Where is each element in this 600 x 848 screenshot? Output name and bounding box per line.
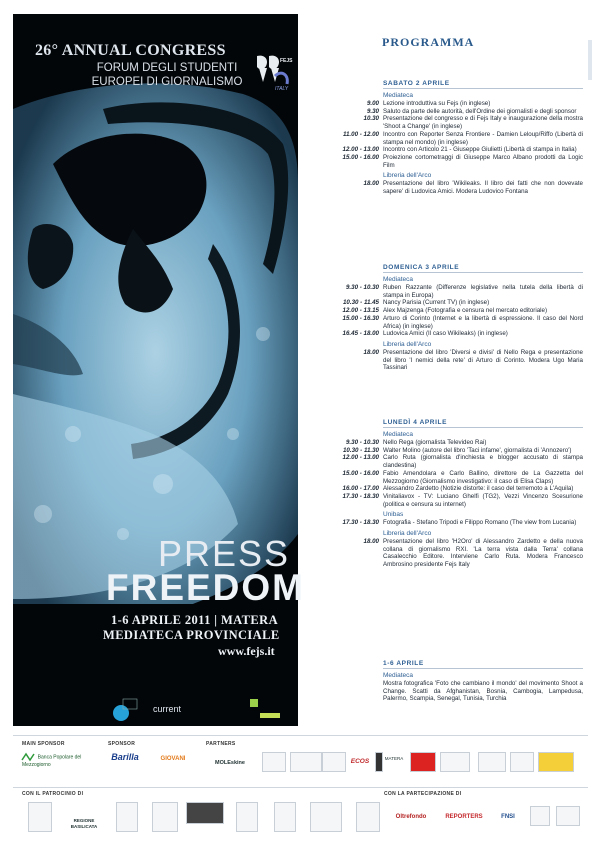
partner-logo [538, 752, 574, 772]
event-time: 12.00 - 13.00 [342, 454, 379, 462]
participant-logo [530, 806, 550, 826]
event-desc: Fabio Amendolara e Carlo Ballino, direttore de La Gazzetta del Mezzogiorno (Giornalismo investigativo: il caso di Elisa Claps) [383, 469, 583, 485]
event-desc: Saluto da parte delle autorità, dell'Ordine dei giornalisti e degli sponsor [383, 107, 577, 115]
main-sponsor-label: MAIN SPONSOR [22, 741, 65, 747]
partner-logo [262, 752, 286, 772]
hero-website[interactable]: www.fejs.it [218, 644, 275, 658]
venue-label: Mediateca [383, 276, 413, 283]
event-time: 15.00 - 16.00 [342, 469, 379, 477]
partner-matera [382, 756, 406, 762]
venue-label: Mediateca [383, 672, 413, 679]
patron-logo [236, 802, 258, 832]
event [342, 307, 583, 315]
event-time: 16.00 - 17.00 [342, 485, 379, 493]
participant-reporters-name: REPORTERS [445, 814, 483, 820]
main-sponsor-name: Banca Popolare del Mezzogiorno [22, 754, 82, 768]
event [342, 146, 583, 154]
congress-title: 26° ANNUAL CONGRESS [35, 42, 226, 59]
day-sunday [342, 264, 583, 372]
forum-line-2: EUROPEI DI GIORNALISMO [91, 76, 243, 88]
event-desc: Nello Rega (giornalista Televideo Rai) [383, 439, 487, 446]
day-saturday [342, 80, 583, 196]
event-desc: Proiezione cortometraggi di Giuseppe Marco Albano prodotti da Logic Film [383, 153, 583, 169]
event-time: 17.30 - 18.30 [342, 492, 379, 500]
fejs-logo-sub: ITALY [275, 86, 289, 92]
partners-label: PARTNERS [206, 741, 236, 747]
day-monday [342, 419, 583, 569]
partner-logo [510, 752, 534, 772]
program-title: PROGRAMMA [382, 35, 475, 49]
event [342, 446, 583, 455]
main-sponsor-logo [22, 752, 98, 768]
patron-regione-name: REGIONE BASILICATA [70, 818, 98, 829]
event-desc: Ruben Razzante (Differenze legislative nella tutela della libertà di stampa in Europa) [383, 284, 583, 299]
hero-venue: MEDIATECA PROVINCIALE [103, 628, 280, 642]
event [363, 115, 583, 131]
venue-label: Libreria dell'Arco [383, 530, 432, 538]
event-time: 9.30 - 10.30 [345, 439, 379, 446]
event [345, 284, 583, 299]
event-time: 17.30 - 18.30 [342, 519, 379, 527]
sponsor-barilla [105, 752, 145, 762]
partner-moleskine [206, 760, 254, 766]
event-time: 18.00 [363, 348, 379, 356]
event-desc: Arturo di Corinto (Internet e la libertà di espressione. Il caso del Nord Africa) (in inglese) [383, 314, 583, 330]
event-desc: Ludovica Amici (Il caso Wikileaks) (in inglese) [383, 330, 508, 338]
event-time: 18.00 [363, 180, 379, 188]
fondazione-logo [250, 699, 282, 721]
event-desc: Carlo Ruta (giornalista d'inchiesta e blogger accusato di stampa clandestina) [383, 454, 583, 470]
event [366, 107, 583, 116]
partner-matera-name: MATERA [384, 756, 404, 761]
partner-moleskine-name: MOLEskine [215, 760, 245, 766]
event-time: 15.00 - 16.30 [342, 314, 379, 322]
participant-fnsi-name: FNSI [501, 814, 515, 820]
patron-logo [356, 802, 380, 832]
patron-logo [28, 802, 52, 832]
event-time: 18.00 [363, 538, 379, 546]
event [342, 485, 583, 493]
event [342, 153, 583, 169]
partner-logo [440, 752, 470, 772]
event-desc: Lezione introduttiva su Fejs (in inglese) [383, 100, 491, 107]
fejs-logo [253, 52, 291, 92]
day-title: 1-6 APRILE [383, 660, 583, 669]
event-time: 9.30 - 10.30 [345, 284, 379, 291]
partner-logo [290, 752, 322, 772]
hero-panel [13, 14, 305, 726]
event-time: 16.45 - 18.00 [342, 330, 379, 338]
event-desc: Incontro con Articolo 21 - Giuseppe Giulietti (Libertà di stampa in Italia) [383, 146, 577, 154]
event-desc: Vinitaliavox - TV: Luciano Ghelfi (TG2), Vezzi Vincenzo Scesurione (politica e censura su internet) [383, 492, 583, 508]
event-desc: Alex Majzenga (Fotografia e censura nel mercato editoriale) [383, 307, 548, 315]
event-desc: Presentazione del libro 'Diversi e divisi' di Nello Rega e presentazione del libro 'I nemici della rete' di Arturo di Corinto. Modera Ugo Maria Tassinari [383, 348, 583, 372]
event [342, 130, 583, 146]
sponsor-giovani [148, 756, 198, 762]
patron-logo [186, 802, 224, 824]
partner-logo [322, 752, 346, 772]
event [342, 314, 583, 330]
event [363, 348, 583, 372]
day-title: DOMENICA 3 APRILE [383, 264, 583, 273]
partner-logo [478, 752, 506, 772]
event [345, 439, 583, 447]
venue-label: Mediateca [383, 92, 413, 99]
bpm-icon [22, 752, 36, 762]
event [342, 469, 583, 485]
day-title: SABATO 2 APRILE [383, 80, 583, 89]
day-title: LUNEDÌ 4 APRILE [383, 419, 583, 428]
event-desc: Mostra fotografica 'Foto che cambiano il mondo' del movimento Shoot a Change. Scatti da Afghanistan, Bosnia, Cambogia, Lampedusa, Palermo, Scampia, Senegal, Tunisia, Turchia [383, 680, 583, 703]
hero-freedom: FREEDOM [106, 567, 305, 608]
current-logo-text: current [153, 704, 182, 714]
event-desc: Presentazione del congresso e di Fejs Italy e inaugurazione della mostra 'Shoot a Change' (in inglese) [383, 115, 583, 131]
venue-label: Libreria dell'Arco [383, 172, 432, 180]
event-desc: Alessandro Zardetto (Notizie distorte: il caso del terremoto a L'Aquila) [383, 485, 574, 493]
participant-oltrefondo-name: Oltrefondo [395, 814, 427, 820]
patrocinio-label: CON IL PATROCINIO DI [22, 791, 84, 797]
partecipazione-label: CON LA PARTECIPAZIONE DI [384, 791, 462, 797]
partner-logo [410, 752, 436, 772]
current-logo [153, 704, 181, 714]
event-time: 10.30 - 11.30 [342, 446, 379, 454]
participant-fnsi [494, 814, 522, 820]
side-tab [588, 40, 594, 82]
forum-line-1: FORUM DEGLI STUDENTI [96, 62, 238, 74]
patron-logo [152, 802, 178, 832]
venue-label: Libreria dell'Arco [383, 340, 432, 348]
event [363, 538, 583, 569]
patron-logo [116, 802, 138, 832]
event [342, 519, 583, 527]
event-desc: Fotografia - Stefano Tripodi e Filippo Romano (The view from Lucania) [383, 519, 577, 527]
event-desc: Incontro con Reporter Senza Frontiere - Damien Leloup/Riffo (Libertà di stampa nel mondo) (in inglese) [383, 130, 583, 146]
event-time: 10.30 [363, 115, 379, 123]
event-time: 15.00 - 16.00 [342, 153, 379, 161]
event [383, 680, 583, 703]
fejs-logo-text: FEJS [280, 58, 293, 64]
centro-servizi-logo [111, 697, 139, 723]
event [363, 180, 583, 196]
sponsor-giovani-name: GIOVANI [160, 756, 186, 762]
event-desc: Walter Molino (autore del libro 'Taci infame', giornalista di 'Annozero') [383, 446, 572, 454]
venue-label: Mediateca [383, 431, 413, 438]
patron-logo [274, 802, 296, 832]
event-time: 9.00 [366, 100, 379, 107]
event-time: 12.00 - 13.15 [342, 307, 379, 315]
event [366, 100, 583, 108]
participant-reporters [440, 814, 488, 820]
patron-logo [310, 802, 342, 832]
event-desc: Presentazione del libro 'H2Oro' di Alessandro Zardetto e della nuova collana di giornalismo RXI. 'La terra vista dalla Terra' collana Casalecchio Editore. Interviene Carlo Ruta. Modera Francesco Ambrosino presidente Fejs Italy [383, 538, 583, 569]
event-time: 12.00 - 13.00 [342, 146, 379, 154]
event-time: 10.30 - 11.45 [342, 299, 379, 307]
hero-dates: 1-6 APRILE 2011 | MATERA [111, 613, 278, 627]
event-desc: Presentazione del libro 'Wikileaks. Il libro dei fatti che non dovevate sapere' di Ludovica Amici. Modera Ludovico Fontana [383, 180, 583, 196]
sponsor-barilla-name: Barilla [111, 752, 139, 762]
event-time: 9.30 [366, 107, 379, 115]
event [342, 299, 583, 307]
partner-ecos [346, 758, 374, 765]
partner-ecos-name: ECOS [350, 758, 370, 765]
event [342, 454, 583, 470]
day-exhibition [383, 660, 583, 703]
participant-logo [556, 806, 580, 826]
venue-label: Unibas [383, 511, 404, 519]
event-desc: Nancy Parisia (Current TV) (in inglese) [383, 299, 490, 307]
event [342, 492, 583, 508]
participant-oltrefondo [384, 814, 438, 820]
partner-logo [375, 752, 383, 772]
patron-regione [60, 818, 108, 830]
sponsor-divider [13, 787, 588, 788]
event [342, 330, 583, 338]
hero-press: PRESS [158, 533, 291, 574]
sponsor-label: SPONSOR [108, 741, 136, 747]
sponsor-divider [13, 735, 588, 736]
event-time: 11.00 - 12.00 [342, 130, 379, 138]
